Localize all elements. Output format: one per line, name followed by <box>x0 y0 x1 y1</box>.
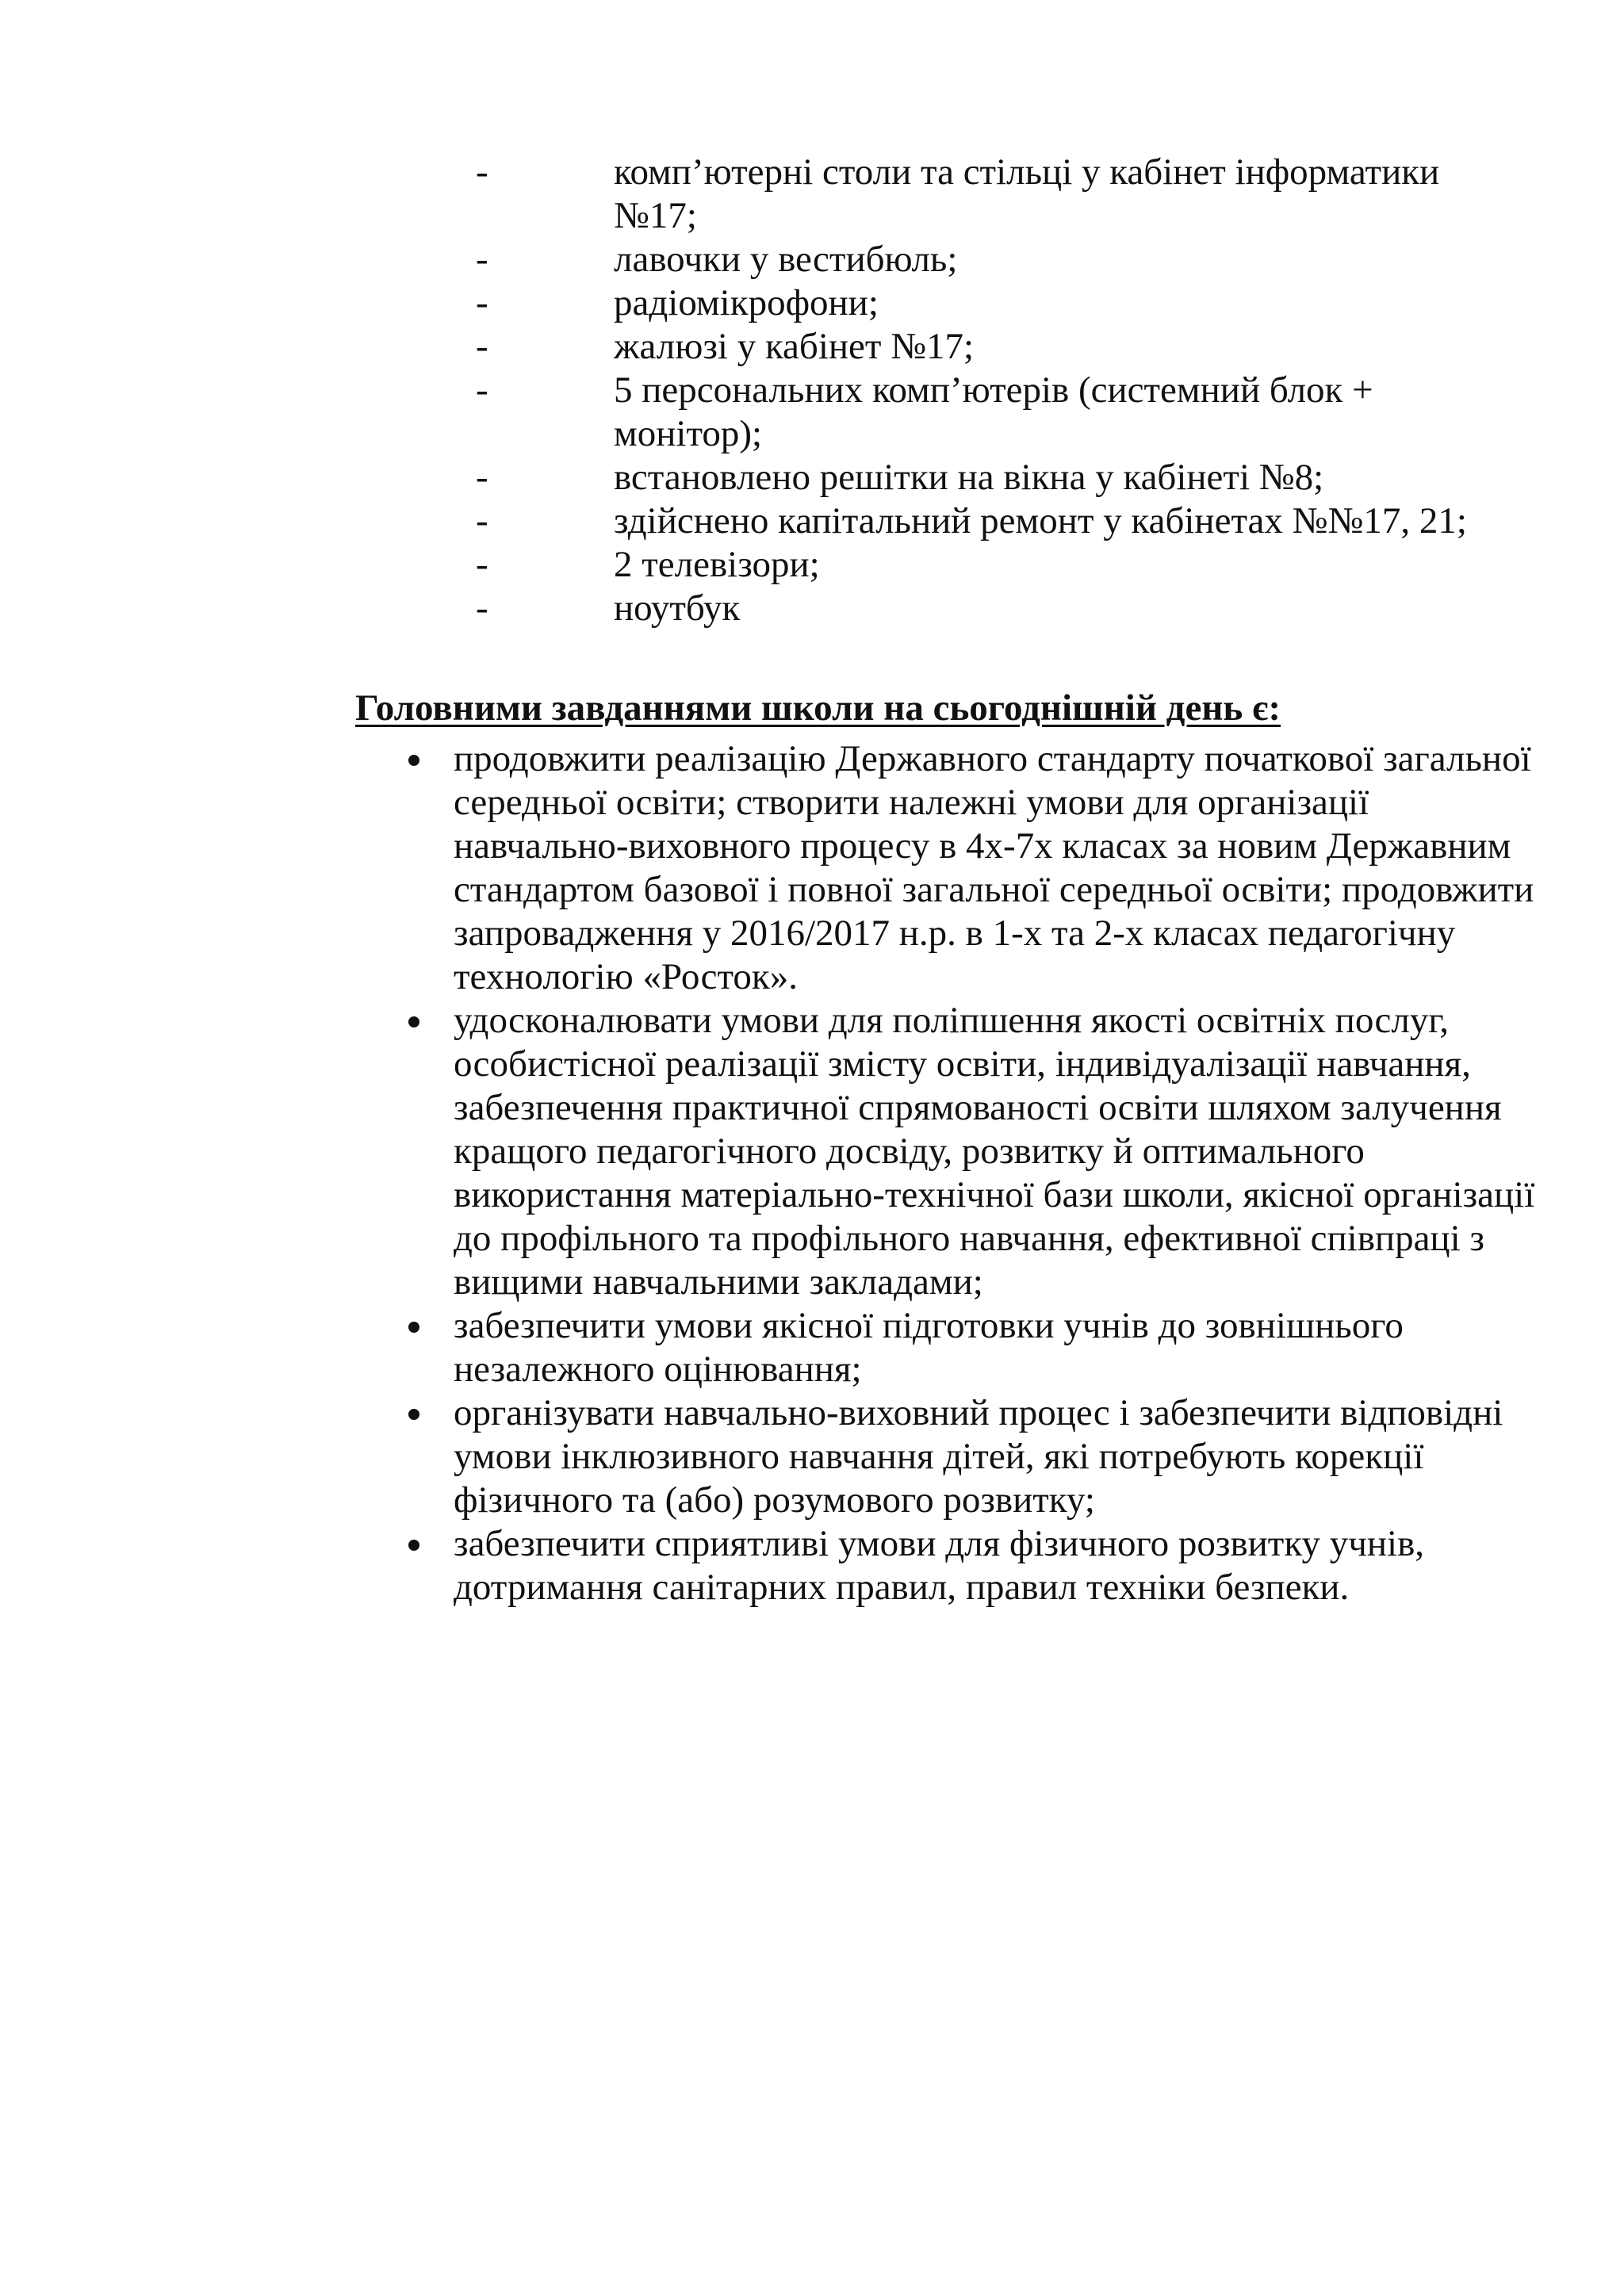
dash-marker: - <box>476 544 488 585</box>
list-item-text: ноутбук <box>614 587 741 629</box>
tasks-list <box>408 737 1550 1609</box>
list-item-text: 5 персональних комп’ютерів (системний блок + монітор); <box>614 369 1373 454</box>
dash-marker: - <box>476 457 488 498</box>
list-item <box>408 1522 1550 1609</box>
dash-marker: - <box>476 369 488 411</box>
bullet-icon <box>408 1540 419 1551</box>
list-item <box>476 369 1530 456</box>
list-item <box>476 499 1530 543</box>
list-item-text: встановлено решітки на вікна у кабінеті №8; <box>614 457 1324 498</box>
dash-marker: - <box>476 151 488 193</box>
list-item-text: радіомікрофони; <box>614 282 879 323</box>
list-item-text: здійснено капітальний ремонт у кабінетах №№17, 21; <box>614 500 1467 541</box>
list-item-text: забезпечити сприятливі умови для фізичного розвитку учнів, дотримання санітарних правил, правил техніки безпеки. <box>454 1523 1425 1608</box>
list-item <box>476 587 1530 630</box>
list-item-text: організувати навчально-виховний процес і забезпечити відповідні умови інклюзивного навчання дітей, які потребують корекції фізичного та (або) розумового розвитку; <box>454 1392 1503 1521</box>
list-item <box>476 281 1530 325</box>
dash-marker: - <box>476 239 488 280</box>
list-item-text: комп’ютерні столи та стільці у кабінет інформатики №17; <box>614 151 1440 236</box>
dash-marker: - <box>476 587 488 629</box>
list-item <box>476 456 1530 499</box>
list-item <box>408 999 1550 1304</box>
bullet-icon <box>408 1409 419 1420</box>
list-item-text: 2 телевізори; <box>614 544 820 585</box>
dash-marker: - <box>476 500 488 541</box>
bullet-icon <box>408 1016 419 1027</box>
dash-marker: - <box>476 282 488 323</box>
list-item-text: удосконалювати умови для поліпшення якості освітніх послуг, особистісної реалізації змісту освіти, індивідуалізації навчання, забезпечення практичної спрямованості освіти шляхом залучення кращого педагогічного досвіду, розвитку й оптимального використання матеріально-технічної бази школи, якісної організації до профільного та профільного навчання, ефективної співпраці з вищими навчальними закладами; <box>454 1000 1535 1303</box>
equipment-list <box>476 151 1530 630</box>
list-item <box>476 325 1530 369</box>
list-item <box>476 151 1530 238</box>
bullet-icon <box>408 1322 419 1333</box>
list-item <box>408 1391 1550 1522</box>
list-item <box>408 737 1550 999</box>
list-item <box>476 543 1530 587</box>
list-item-text: продовжити реалізацію Державного стандарту початкової загальної середньої освіти; створити належні умови для організації навчально-виховного процесу в 4х-7х класах за новим Державним стандартом базової і повної загальної середньої освіти; продовжити запровадження у 2016/2017 н.р. в 1-х та 2-х класах педагогічну технологію «Росток». <box>454 738 1534 997</box>
list-item <box>476 238 1530 281</box>
list-item <box>408 1304 1550 1391</box>
bullet-icon <box>408 755 419 766</box>
list-item-text: забезпечити умови якісної підготовки учнів до зовнішнього незалежного оцінювання; <box>454 1305 1404 1390</box>
section-heading: Головними завданнями школи на сьогоднішній день є: <box>355 687 1281 729</box>
list-item-text: жалюзі у кабінет №17; <box>614 326 975 367</box>
dash-marker: - <box>476 326 488 367</box>
list-item-text: лавочки у вестибюль; <box>614 239 958 280</box>
